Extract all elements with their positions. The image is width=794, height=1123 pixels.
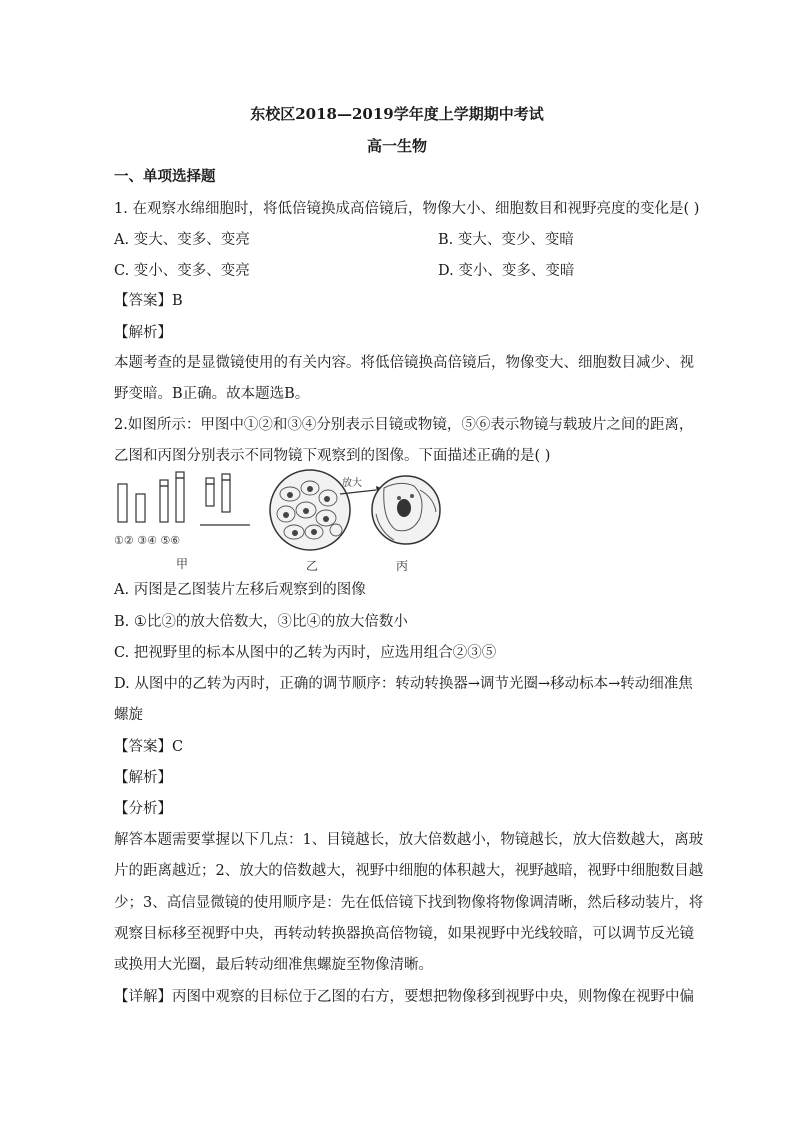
q2-fenxi-line: 观察目标移至视野中央，再转动转换器换高倍物镜，如果视野中光线较暗，可以调节反光镜 bbox=[114, 926, 694, 942]
microscope-figure bbox=[114, 468, 444, 576]
q1-analysis-label: 【解析】 bbox=[114, 325, 172, 341]
q2-option-b: B. ①比②的放大倍数大，③比④的放大倍数小 bbox=[114, 614, 408, 630]
bing-field-of-view bbox=[372, 476, 440, 544]
q1-option-d: D. 变小、变多、变暗 bbox=[438, 263, 575, 279]
zoom-label: 放大 bbox=[342, 478, 362, 489]
q2-fenxi-line: 片的距离越近；2、放大的倍数越大，视野中细胞的体积越大，视野越暗，视野中细胞数目越 bbox=[114, 863, 704, 879]
yi-label: 乙 bbox=[306, 559, 319, 573]
q1-stem: 1. 在观察水绵细胞时，将低倍镜换成高倍镜后，物像大小、细胞数目和视野亮度的变化是( ) bbox=[114, 201, 700, 217]
q1-option-a: A. 变大、变多、变亮 bbox=[114, 232, 250, 248]
bing-label: 丙 bbox=[396, 559, 409, 573]
q2-fenxi-line: 或换用大光圈，最后转动细准焦螺旋至物像清晰。 bbox=[114, 957, 433, 973]
q2-fenxi-line: 解答本题需要掌握以下几点：1、目镜越长，放大倍数越小，物镜越长，放大倍数越大，离玻 bbox=[114, 832, 704, 848]
q1-answer: 【答案】B bbox=[114, 293, 183, 309]
q2-answer: 【答案】C bbox=[114, 739, 184, 755]
section-heading: 一、单项选择题 bbox=[114, 168, 216, 185]
q2-option-c: C. 把视野里的标本从图中的乙转为丙时，应选用组合②③⑤ bbox=[114, 645, 497, 661]
q1-analysis-line: 本题考查的是显微镜使用的有关内容。将低倍镜换高倍镜后，物像变大、细胞数目减少、视 bbox=[114, 355, 694, 371]
q2-option-d: D. 从图中的乙转为丙时，正确的调节顺序：转动转换器→调节光圈→移动标本→转动细准焦 bbox=[114, 676, 693, 692]
q2-option-d-cont: 螺旋 bbox=[114, 707, 143, 723]
q2-fenxi-line: 少；3、高信显微镜的使用顺序是：先在低倍镜下找到物像将物像调清晰，然后移动装片，将 bbox=[114, 895, 704, 911]
q2-option-a: A. 丙图是乙图装片左移后观察到的图像 bbox=[114, 582, 366, 598]
q2-stem-line: 2.如图所示：甲图中①②和③④分别表示目镜或物镜，⑤⑥表示物镜与载玻片之间的距离， bbox=[114, 417, 694, 433]
q2-fenxi-label: 【分析】 bbox=[114, 801, 172, 817]
q1-option-c: C. 变小、变多、变亮 bbox=[114, 263, 250, 279]
q2-analysis-label: 【解析】 bbox=[114, 770, 172, 786]
jia-label: 甲 bbox=[176, 557, 189, 571]
exam-subject: 高一生物 bbox=[366, 137, 427, 155]
q2-stem-line: 乙图和丙图分别表示不同物镜下观察到的图像。下面描述正确的是( ) bbox=[114, 448, 551, 464]
jia-numbers: ①② ③④ ⑤⑥ bbox=[114, 534, 181, 547]
q1-analysis-line: 野变暗。B正确。故本题选B。 bbox=[114, 386, 310, 402]
exam-title: 东校区2018—2019学年度上学期期中考试 bbox=[250, 105, 544, 123]
yi-field-of-view bbox=[270, 470, 350, 550]
q1-option-b: B. 变大、变少、变暗 bbox=[438, 232, 574, 248]
q2-xiangjie: 【详解】丙图中观察的目标位于乙图的右方，要想把物像移到视野中央，则物像在视野中偏 bbox=[114, 989, 694, 1005]
